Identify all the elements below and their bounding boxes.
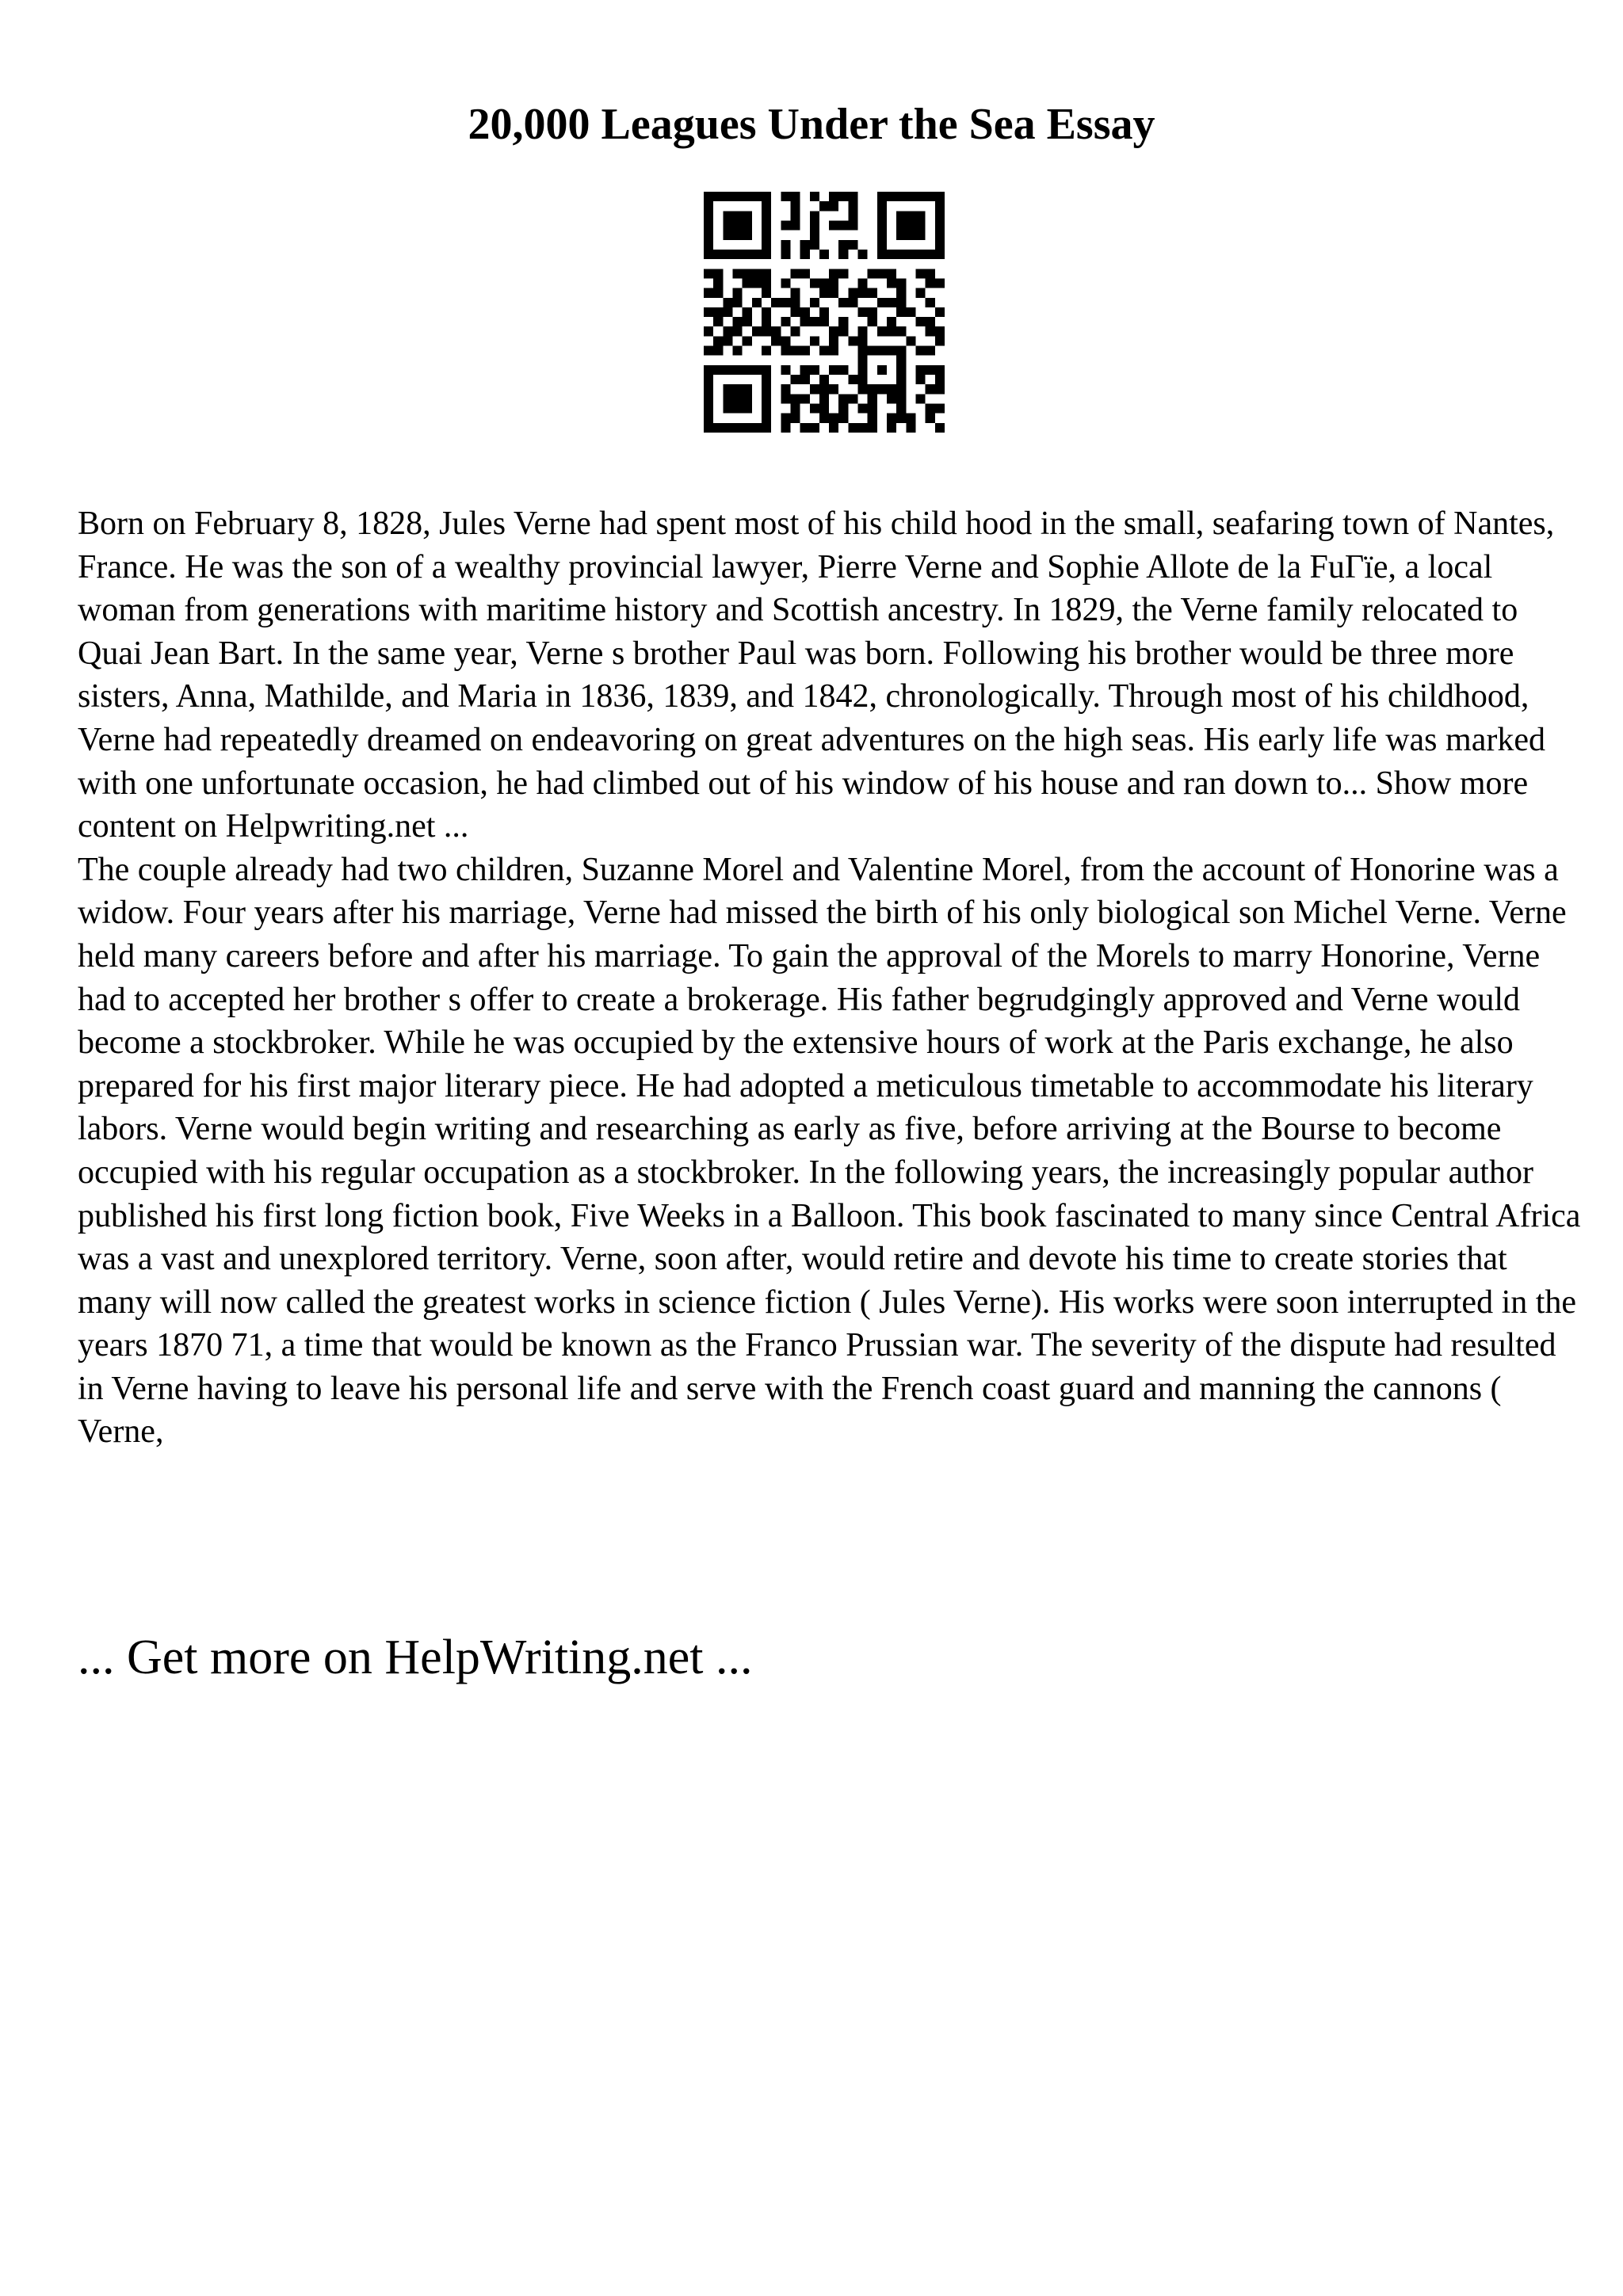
get-more-link[interactable]: ... Get more on HelpWriting.net ...: [78, 1630, 753, 1684]
essay-paragraph-1: Born on February 8, 1828, Jules Verne had spent most of his child hood in the small, seafaring town of Nantes, France. He was the son of a wealthy provincial lawyer, Pierre Verne and Sophie Allote de la FuΓïe, a local woman from generations with maritime history and Scottish ancestry. In 1829, the Verne family relocated to Quai Jean Bart. In the same year, Verne s brother Paul was born. Following his brother would be three more sisters, Anna, Mathilde, and Maria in 1836, 1839, and 1842, chronologically. Through most of his childhood, Verne had repeatedly dreamed on endeavoring on great adventures on the high seas. His early life was marked with one unfortunate occasion, he had climbed out of his window of his house and ran down to... Show more content on Helpwriting.net ...: [78, 505, 1555, 845]
qr-code-icon: [704, 192, 945, 433]
essay-body: [78, 502, 1583, 1454]
page-title: 20,000 Leagues Under the Sea Essay: [468, 100, 1155, 149]
essay-paragraph-2: The couple already had two children, Suzanne Morel and Valentine Morel, from the account of Honorine was a widow. Four years after his marriage, Verne had missed the birth of his only biological son Michel Verne. Verne held many careers before and after his marriage. To gain the approval of the Morels to marry Honorine, Verne had to accepted her brother s offer to create a brokerage. His father begrudgingly approved and Verne would become a stockbroker. While he was occupied by the extensive hours of work at the Paris exchange, he also prepared for his first major literary piece. He had adopted a meticulous timetable to accommodate his literary labors. Verne would begin writing and researching as early as five, before arriving at the Bourse to become occupied with his regular occupation as a stockbroker. In the following years, the increasingly popular author published his first long fiction book, Five Weeks in a Balloon. This book fascinated to many since Central Africa was a vast and unexplored territory. Verne, soon after, would retire and devote his time to create stories that many will now called the greatest works in science fiction ( Jules Verne). His works were soon interrupted in the years 1870 71, a time that would be known as the Franco Prussian war. The severity of the dispute had resulted in Verne having to leave his personal life and serve with the French coast guard and manning the cannons ( Verne,: [78, 851, 1581, 1451]
qr-code[interactable]: [704, 192, 945, 433]
